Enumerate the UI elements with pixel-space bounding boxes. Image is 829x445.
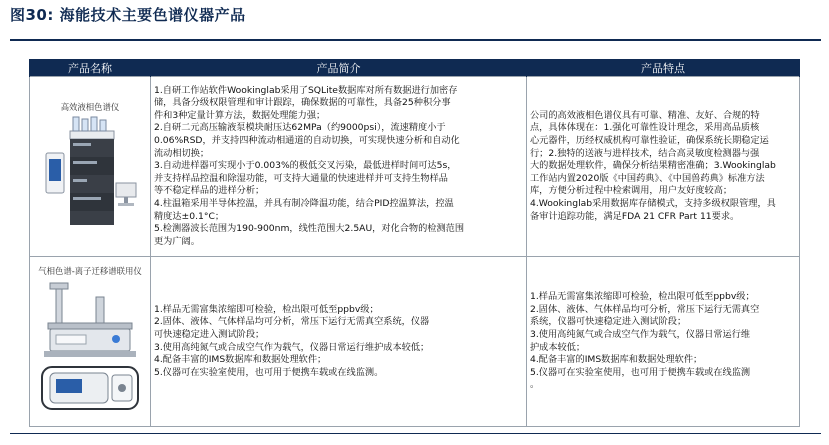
header-product-name: 产品名称: [30, 59, 151, 77]
intro-line: 4.配备丰富的IMS数据库和数据处理软件；: [154, 354, 327, 366]
feature-line: 备审计追踪功能，满足FDA 21 CFR Part 11要求。: [530, 210, 740, 222]
feature-line: 护成本较低；: [530, 341, 586, 353]
table-header-row: [30, 59, 800, 77]
feature-line: 4.Wookinglab采用数据库存储模式，支持多级权限管理，具: [530, 197, 776, 209]
intro-line: 并支持样品控温和除湿功能，可支持大通量的快速进样并可支持生物样品: [154, 172, 448, 184]
feature-line: 行；2.独特的送液与进样技术，结合高灵敏度检测器与强: [530, 147, 760, 159]
intro-line: 件和3种定量计算方法，数据处理能力强；: [154, 109, 326, 121]
intro-line: 等不稳定样品的进样分析；: [154, 185, 265, 197]
feature-line: 3.使用高纯氮气或合成空气作为载气，仪器日常运行维: [530, 328, 751, 340]
intro-line: 5.检测器波长范围为190-900nm，线性范围大2.5AU，对化合物的检测范围: [154, 223, 465, 235]
intro-line: 1.自研工作站软件Wookinglab采用了SQLite数据库对所有数据进行加密存: [154, 84, 458, 96]
bottom-divider: [10, 433, 821, 434]
product-intro-cell: [151, 257, 527, 427]
intro-line: 3.自动进样器可实现小于0.003%的极低交叉污染，最低进样时间可达5s，: [154, 160, 457, 172]
feature-line: 5.仪器可在实验室使用，也可用于便携车载或在线监测: [530, 366, 751, 378]
product-table: [29, 59, 800, 427]
header-product-features: 产品特点: [527, 59, 800, 77]
intro-line: 1.样品无需富集浓缩即可检验，检出限可低至ppbv级；: [154, 303, 379, 315]
header-product-intro: 产品简介: [151, 59, 527, 77]
product-name: 高效液相色谱仪: [60, 102, 120, 112]
product-features-cell: [527, 77, 800, 257]
feature-line: 心元器件，历经权威机构可靠性验证，确保系统长期稳定运: [530, 135, 769, 147]
intro-line: 可快速稳定进入测试阶段；: [154, 328, 265, 340]
product-name: 气相色谱-离子迁移谱联用仪: [38, 266, 142, 276]
intro-line: 2.自研二元高压输液泵模块耐压达62MPa（约9000psi），流速精度小于: [154, 122, 446, 134]
intro-line: 4.柱温箱采用半导体控温，并具有制冷降温功能，结合PID控温算法，控温: [154, 197, 454, 209]
feature-line: 大的数据处理软件，确保分析结果精密准确；3.Wookinglab: [530, 160, 776, 172]
figure-title: 图30: 海能技术主要色谱仪器产品: [10, 6, 246, 24]
product-features-cell: [527, 257, 800, 427]
product-cell-gc-ims: [30, 257, 151, 427]
intro-line: 0.06%RSD，并支持四种流动相通道的自动切换，可实现快速分析和自动化: [154, 135, 460, 147]
table-row: [30, 257, 800, 427]
feature-line: 工作站内置2020版《中国药典》、《中国兽药典》标准方法: [530, 172, 765, 184]
intro-line: 5.仪器可在实验室使用，也可用于便携车载或在线监测。: [154, 366, 384, 378]
intro-line: 2.固体、液体、气体样品均可分析，常压下运行无需真空系统，仪器: [154, 316, 430, 328]
product-intro-cell: [151, 77, 527, 257]
intro-line: 精度达±0.1°C；: [154, 210, 225, 222]
feature-line: 。: [530, 379, 540, 391]
feature-line: 点，具体体现在：1.强化可靠性设计理念，采用高品质核: [530, 122, 760, 134]
feature-line: 4.配备丰富的IMS数据库和数据处理软件；: [530, 354, 703, 366]
title-divider: [10, 39, 821, 41]
intro-line: 储，具备分级权限管理和审计跟踪，确保数据的可靠性，具备25种积分事: [154, 97, 451, 109]
intro-line: 3.使用高纯氮气或合成空气作为载气，仪器日常运行维护成本较低；: [154, 341, 430, 353]
feature-line: 公司的高效液相色谱仪具有可靠、精准、友好、合规的特: [530, 109, 760, 121]
feature-line: 系统，仪器可快速稳定进入测试阶段；: [530, 316, 687, 328]
feature-line: 2.固体、液体、气体样品均可分析，常压下运行无需真空: [530, 303, 760, 315]
intro-line: 流动相切换；: [154, 147, 210, 159]
product-cell-hplc: [30, 77, 151, 257]
gc-ims-instrument-icon: [36, 277, 144, 417]
hplc-instrument-icon: [40, 113, 140, 231]
intro-line: 更为广阔。: [154, 235, 200, 247]
table-row: [30, 77, 800, 257]
feature-line: 1.样品无需富集浓缩即可检验，检出限可低至ppbv级；: [530, 291, 755, 303]
feature-line: 库，方便分析过程中检索调用，用户友好度较高；: [530, 185, 733, 197]
